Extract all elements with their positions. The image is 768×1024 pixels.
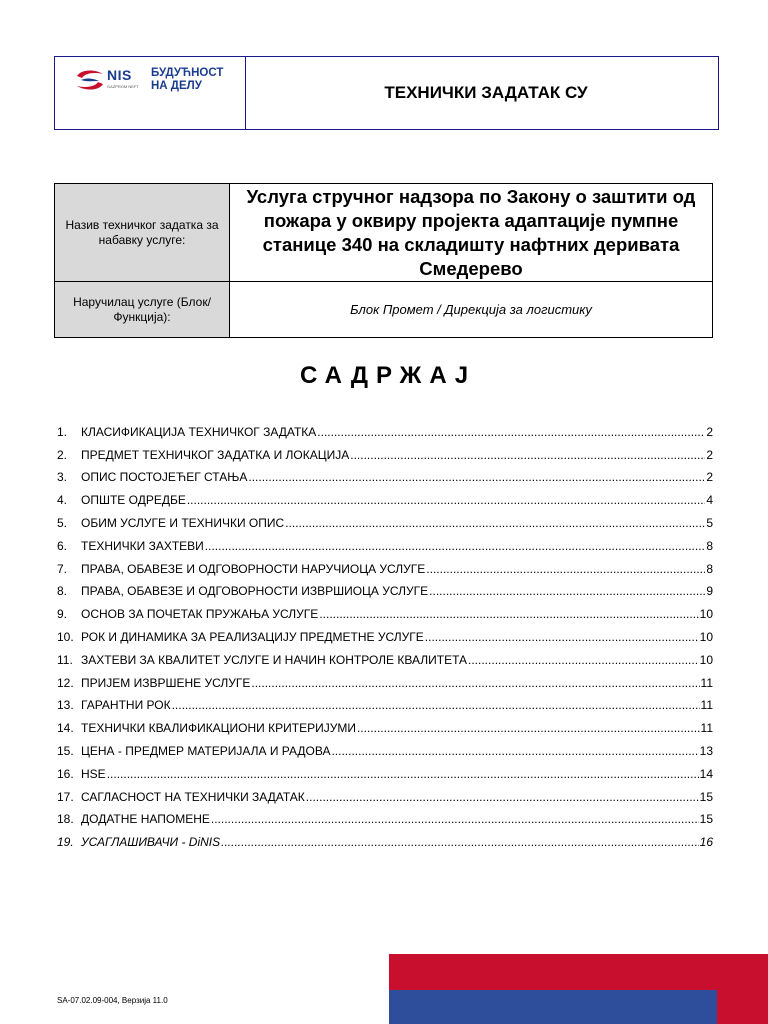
- footer-red-band: [389, 954, 768, 990]
- toc-item[interactable]: [57, 462, 713, 485]
- task-name-label: Назив техничког задатка за набавку услуге:: [55, 184, 230, 282]
- toc-item-text: ГАРАНТНИ РОК: [81, 698, 171, 713]
- toc-item-number: 8.: [57, 584, 68, 599]
- toc-item-text: ТЕХНИЧКИ ЗАХТЕВИ: [81, 538, 204, 553]
- document-header: [54, 56, 719, 130]
- company-logo: [55, 57, 246, 129]
- toc-leader-dots: [211, 812, 699, 826]
- toc-item-number: 13.: [57, 698, 74, 713]
- toc-item-number: 18.: [57, 812, 74, 827]
- footer-red-corner: [717, 990, 768, 1024]
- toc-item-number: 3.: [57, 470, 68, 485]
- toc-item-number: 15.: [57, 743, 74, 758]
- toc-item-text: ОСНОВ ЗА ПОЧЕТАК ПРУЖАЊА УСЛУГЕ: [81, 607, 319, 622]
- table-row: [55, 282, 713, 338]
- toc-leader-dots: [350, 448, 705, 462]
- document-code: SA-07.02.09-004, Верзија 11.0: [57, 996, 168, 1005]
- toc-item[interactable]: [57, 644, 713, 667]
- toc-item-number: 2.: [57, 447, 68, 462]
- toc-item-page: 15: [699, 789, 713, 804]
- toc-item-number: 14.: [57, 721, 74, 736]
- toc-item-text: ОПШТЕ ОДРЕДБЕ: [81, 493, 186, 508]
- toc-item-page: 15: [699, 812, 713, 827]
- toc-item-page: 8: [706, 538, 713, 553]
- toc-item-page: 16: [699, 835, 713, 850]
- toc-item[interactable]: [57, 553, 713, 576]
- toc-item-text: САГЛАСНОСТ НА ТЕХНИЧКИ ЗАДАТАК: [81, 789, 305, 804]
- toc-item-number: 19.: [57, 835, 74, 850]
- toc-leader-dots: [319, 607, 698, 621]
- toc-item-number: 12.: [57, 675, 74, 690]
- toc-item-number: 6.: [57, 538, 68, 553]
- toc-leader-dots: [172, 698, 700, 712]
- toc-leader-dots: [285, 516, 705, 530]
- toc-item-page: 14: [699, 766, 713, 781]
- toc-item[interactable]: [57, 712, 713, 735]
- toc-item-page: 11: [700, 721, 713, 736]
- footer-blue-band: [389, 990, 717, 1024]
- toc-item-text: ОПИС ПОСТОЈЕЋЕГ СТАЊА: [81, 470, 248, 485]
- toc-item-page: 10: [699, 652, 713, 667]
- toc-item-page: 2: [706, 470, 713, 485]
- toc-leader-dots: [317, 425, 705, 439]
- toc-item[interactable]: [57, 439, 713, 462]
- toc-item-text: HSE: [81, 766, 106, 781]
- toc-item[interactable]: [57, 598, 713, 621]
- toc-item[interactable]: [57, 507, 713, 530]
- toc-item-text: ПРЕДМЕТ ТЕХНИЧКОГ ЗАДАТКА И ЛОКАЦИЈА: [81, 447, 350, 462]
- toc-leader-dots: [426, 562, 705, 576]
- toc-leader-dots: [221, 835, 699, 849]
- toc-item-page: 10: [699, 607, 713, 622]
- toc-item-text: ТЕХНИЧКИ КВАЛИФИКАЦИОНИ КРИТЕРИЈУМИ: [81, 721, 356, 736]
- toc-item-page: 2: [706, 447, 713, 462]
- toc-item-text: РОК И ДИНАМИКА ЗА РЕАЛИЗАЦИЈУ ПРЕДМЕТНЕ УСЛУГЕ: [81, 629, 424, 644]
- toc-item-text: ЦЕНА - ПРЕДМЕР МАТЕРИЈАЛА И РАДОВА: [81, 743, 331, 758]
- toc-item[interactable]: [57, 735, 713, 758]
- toc-leader-dots: [187, 493, 705, 507]
- toc-item-number: 11.: [57, 652, 73, 667]
- logo-brand: NIS: [107, 67, 132, 83]
- logo-subtitle: GAZPROM NEFT: [107, 84, 139, 89]
- toc-item-number: 4.: [57, 493, 68, 508]
- toc-item[interactable]: [57, 576, 713, 599]
- toc-item-page: 11: [700, 698, 713, 713]
- toc-item-text: ОБИМ УСЛУГЕ И ТЕХНИЧКИ ОПИС: [81, 515, 285, 530]
- toc-leader-dots: [306, 790, 699, 804]
- info-table: [54, 183, 713, 338]
- toc-leader-dots: [331, 744, 698, 758]
- toc-item-page: 2: [706, 424, 713, 439]
- toc-item[interactable]: [57, 758, 713, 781]
- table-of-contents: [57, 416, 713, 849]
- toc-item-page: 8: [706, 561, 713, 576]
- toc-item-text: ПРАВА, ОБАВЕЗЕ И ОДГОВОРНОСТИ НАРУЧИОЦА УСЛУГЕ: [81, 561, 426, 576]
- logo-tagline-line2: НА ДЕЛУ: [151, 80, 202, 92]
- toc-item-page: 11: [700, 675, 713, 690]
- client-value: Блок Промет / Дирекција за логистику: [230, 282, 713, 338]
- toc-leader-dots: [468, 653, 699, 667]
- toc-title: САДРЖАЈ: [299, 362, 477, 389]
- document-title: ТЕХНИЧКИ ЗАДАТАК СУ: [384, 83, 588, 102]
- toc-item-text: ЗАХТЕВИ ЗА КВАЛИТЕТ УСЛУГЕ И НАЧИН КОНТРОЛЕ КВАЛИТЕТА: [81, 652, 468, 667]
- toc-item-page: 9: [706, 584, 713, 599]
- toc-item[interactable]: [57, 690, 713, 713]
- toc-item-text: УСАГЛАШИВАЧИ - DiNIS: [81, 835, 221, 850]
- toc-item-number: 1.: [57, 424, 68, 439]
- task-name-value: Услуга стручног надзора по Закону о заштити од пожара у оквиру пројекта адаптације пумпне станице 340 на складишту нафтних деривата Смедерево: [230, 184, 713, 282]
- toc-item-number: 7.: [57, 561, 68, 576]
- toc-leader-dots: [251, 676, 699, 690]
- toc-item[interactable]: [57, 781, 713, 804]
- nis-logo-icon: [73, 67, 107, 93]
- toc-item-number: 16.: [57, 766, 74, 781]
- toc-item-text: КЛАСИФИКАЦИЈА ТЕХНИЧКОГ ЗАДАТКА: [81, 424, 317, 439]
- toc-leader-dots: [357, 721, 700, 735]
- toc-item[interactable]: [57, 621, 713, 644]
- toc-item-number: 10.: [57, 629, 74, 644]
- toc-leader-dots: [205, 539, 706, 553]
- toc-leader-dots: [248, 470, 705, 484]
- client-label: Наручилац услуге (Блок/Функција):: [55, 282, 230, 338]
- logo-tagline: [151, 67, 223, 93]
- toc-item[interactable]: [57, 530, 713, 553]
- toc-item[interactable]: [57, 416, 713, 439]
- table-row: [55, 184, 713, 282]
- toc-item-number: 9.: [57, 607, 68, 622]
- logo-tagline-line1: БУДУЋНОСТ: [151, 67, 224, 79]
- toc-item[interactable]: [57, 484, 713, 507]
- toc-item-page: 10: [699, 629, 713, 644]
- toc-item-text: ПРИЈЕМ ИЗВРШЕНЕ УСЛУГЕ: [81, 675, 251, 690]
- toc-item-page: 13: [699, 743, 713, 758]
- toc-item[interactable]: [57, 667, 713, 690]
- toc-item-text: ПРАВА, ОБАВЕЗЕ И ОДГОВОРНОСТИ ИЗВРШИОЦА УСЛУГЕ: [81, 584, 429, 599]
- toc-item-page: 5: [706, 515, 713, 530]
- toc-item-number: 5.: [57, 515, 68, 530]
- toc-item-text: ДОДАТНЕ НАПОМЕНЕ: [81, 812, 210, 827]
- toc-leader-dots: [107, 767, 699, 781]
- toc-leader-dots: [429, 584, 705, 598]
- toc-leader-dots: [425, 630, 699, 644]
- toc-item-number: 17.: [57, 789, 74, 804]
- toc-item[interactable]: [57, 826, 713, 849]
- toc-item[interactable]: [57, 804, 713, 827]
- toc-item-page: 4: [706, 493, 713, 508]
